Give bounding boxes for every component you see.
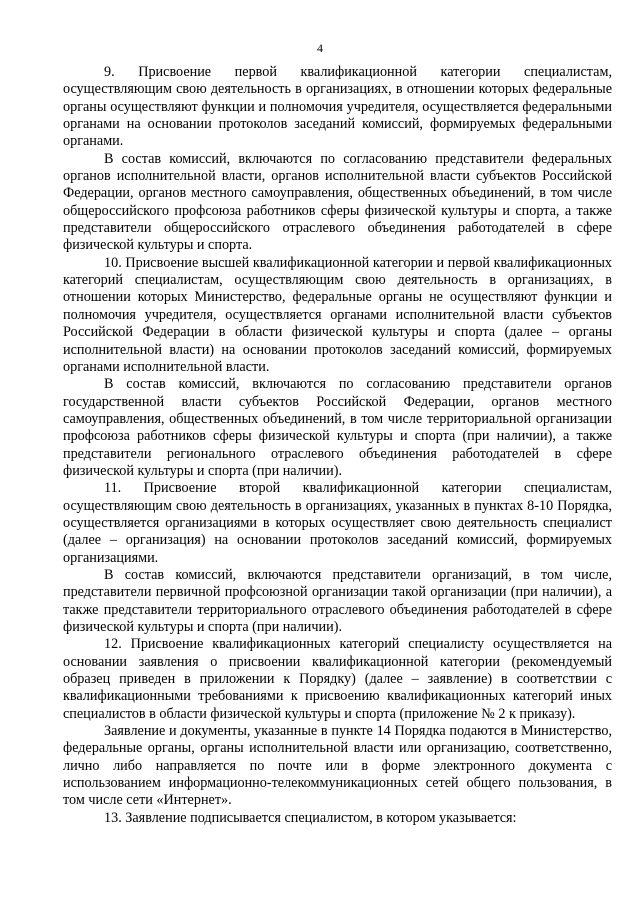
paragraph-item-10-commission: В состав комиссий, включаются по согласованию представители органов государственной власти субъектов Российской Федерации, органов местного самоуправления, общественных объединений, в том числе территориальной организации профсоюза работников сферы физической культуры и спорта (при наличии), а также представители регионального отраслевого объединения работодателей в сфере физической культуры и спорта (при наличии). — [63, 376, 612, 479]
paragraph-item-12: 12. Присвоение квалификационных категорий специалисту осуществляется на основании заявления о присвоении квалификационной категории (рекомендуемый образец приведен в приложении к Порядку) (далее – заявление) в соответствии с квалификационными требованиями к присвоению квалификационных категорий иных специалистов в области физической культуры и спорта (приложение № 2 к приказу). — [63, 636, 612, 722]
paragraph-item-10: 10. Присвоение высшей квалификационной категории и первой квалификационных категорий специалистам, осуществляющим свою деятельность в организациях, в отношении которых Министерство, федеральные органы не осуществляют функции и полномочия учредителя, осуществляется органами исполнительной власти субъектов Российской Федерации в области физической культуры и спорта (далее – органы исполнительной власти) на основании протоколов заседаний комиссий, формируемых органами исполнительной власти. — [63, 254, 612, 375]
paragraph-item-12-submission: Заявление и документы, указанные в пункте 14 Порядка подаются в Министерство, федеральные органы, органы исполнительной власти или организацию, соответственно, лично либо направляется по почте или в форме электронного документа с использованием информационно-телекоммуникационных сетей общего пользования, в том числе сети «Интернет». — [63, 723, 612, 809]
paragraph-item-11: 11. Присвоение второй квалификационной категории специалистам, осуществляющим свою деятельность в организациях, указанных в пунктах 8-10 Порядка, осуществляется организациями в которых осуществляет свою деятельность специалист (далее – организация) на основании протоколов заседаний комиссий, формируемых организациями. — [63, 480, 612, 566]
document-body — [63, 64, 612, 827]
paragraph-item-9-commission: В состав комиссий, включаются по согласованию представители федеральных органов исполнительной власти, органов исполнительной власти субъектов Российской Федерации, органов местного самоуправления, общественных объединений, в том числе общероссийского профсоюза работников сферы физической культуры и спорта, а также представители общероссийского отраслевого объединения работодателей в сфере физической культуры и спорта. — [63, 150, 612, 254]
page-number: 4 — [317, 41, 323, 55]
paragraph-item-13: 13. Заявление подписывается специалистом, в котором указывается: — [104, 809, 517, 826]
paragraph-item-9: 9. Присвоение первой квалификационной категории специалистам, осуществляющим свою деятельность в организациях, в отношении которых федеральные органы осуществляют функции и полномочия учредителя, осуществляется федеральными органами на основании протоколов заседаний комиссий, формируемых федеральными органами. — [63, 64, 612, 150]
paragraph-item-11-commission: В состав комиссий, включаются представители организаций, в том числе, представители первичной профсоюзной организации такой организации (при наличии), а также представители территориального отраслевого объединения работодателей в сфере физической культуры и спорта (при наличии). — [63, 566, 612, 635]
